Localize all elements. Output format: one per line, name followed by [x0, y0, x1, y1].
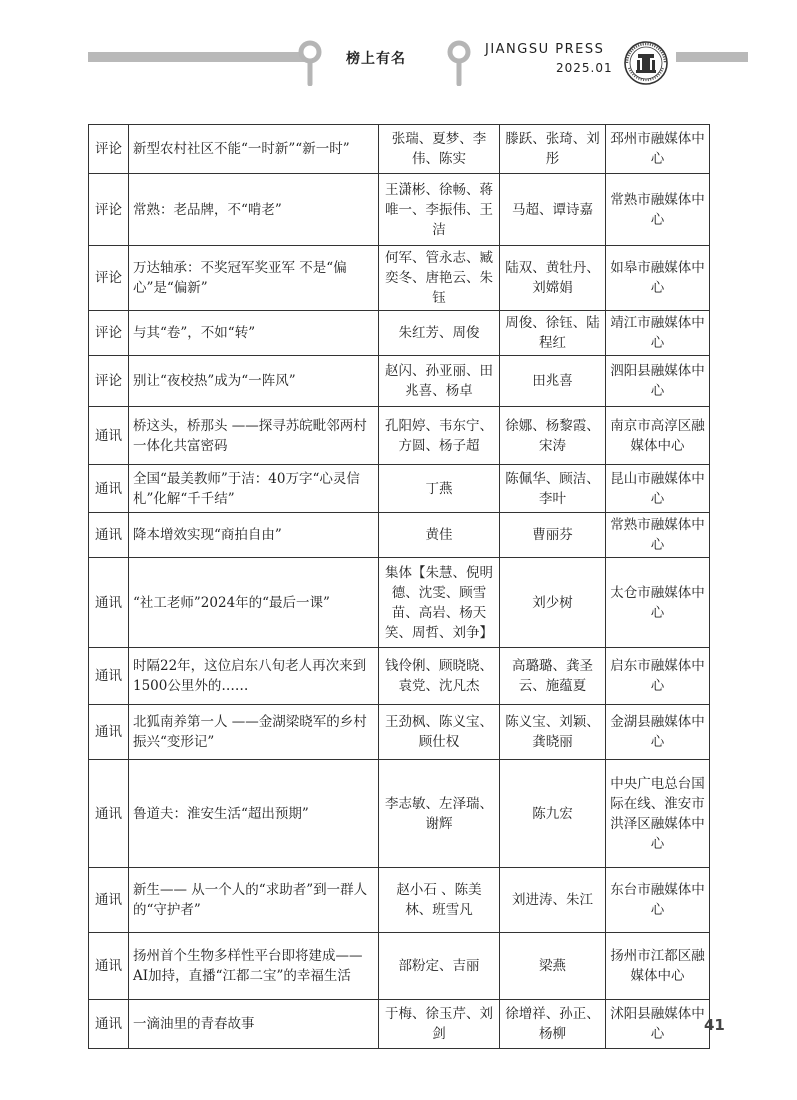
table-row	[89, 513, 710, 558]
entry-title: 别让“夜校热”成为“一阵风”	[129, 356, 379, 407]
entry-title: 桥这头，桥那头 ——探寻苏皖毗邻两村一体化共富密码	[129, 407, 379, 465]
magazine-brand: JIANGSU PRESS	[485, 42, 605, 57]
award-list-table	[88, 124, 710, 1049]
entry-type: 通讯	[89, 558, 129, 648]
entry-type: 通讯	[89, 760, 129, 868]
entry-type: 通讯	[89, 513, 129, 558]
entry-unit: 太仓市融媒体中心	[606, 558, 710, 648]
entry-unit: 常熟市融媒体中心	[606, 174, 710, 246]
entry-type: 通讯	[89, 1000, 129, 1049]
entry-type: 通讯	[89, 868, 129, 933]
entry-authors: 张瑞、夏梦、李伟、陈实	[379, 125, 500, 174]
entry-title: “社工老师”2024年的“最后一课”	[129, 558, 379, 648]
entry-authors: 何军、管永志、臧奕冬、唐艳云、朱钰	[379, 246, 500, 311]
table-row	[89, 311, 710, 356]
table-row	[89, 648, 710, 705]
entry-title: 与其“卷”，不如“转”	[129, 311, 379, 356]
entry-editors: 滕跃、张琦、刘彤	[500, 125, 606, 174]
table-row	[89, 1000, 710, 1049]
entry-unit: 启东市融媒体中心	[606, 648, 710, 705]
entry-title: 全国“最美教师”于洁：40万字“心灵信札”化解“千千结”	[129, 465, 379, 513]
entry-editors: 陈九宏	[500, 760, 606, 868]
entry-editors: 刘进涛、朱江	[500, 868, 606, 933]
entry-editors: 曹丽芬	[500, 513, 606, 558]
table-row	[89, 465, 710, 513]
entry-unit: 邳州市融媒体中心	[606, 125, 710, 174]
entry-unit: 金湖县融媒体中心	[606, 705, 710, 760]
entry-editors: 刘少树	[500, 558, 606, 648]
entry-authors: 赵闪、孙亚丽、田兆喜、杨卓	[379, 356, 500, 407]
entry-unit: 南京市高淳区融媒体中心	[606, 407, 710, 465]
pin-icon	[297, 40, 323, 86]
entry-type: 通讯	[89, 933, 129, 1000]
entry-editors: 田兆喜	[500, 356, 606, 407]
entry-type: 通讯	[89, 465, 129, 513]
entry-title: 扬州首个生物多样性平台即将建成——AI加持，直播“江都二宝”的幸福生活	[129, 933, 379, 1000]
table-row	[89, 760, 710, 868]
table-row	[89, 174, 710, 246]
entry-authors: 朱红芳、周俊	[379, 311, 500, 356]
entry-type: 通讯	[89, 705, 129, 760]
entry-authors: 孔阳婷、韦东宁、方圆、杨子超	[379, 407, 500, 465]
entry-unit: 常熟市融媒体中心	[606, 513, 710, 558]
table-row	[89, 933, 710, 1000]
table-row	[89, 125, 710, 174]
entry-editors: 徐增祥、孙正、杨柳	[500, 1000, 606, 1049]
entry-title: 北狐南养第一人 ——金湖梁晓军的乡村振兴“变形记”	[129, 705, 379, 760]
entry-title: 万达轴承：不奖冠军奖亚军 不是“偏心”是“偏新”	[129, 246, 379, 311]
entry-title: 一滴油里的青春故事	[129, 1000, 379, 1049]
entry-editors: 梁燕	[500, 933, 606, 1000]
entry-unit: 东台市融媒体中心	[606, 868, 710, 933]
entry-type: 通讯	[89, 648, 129, 705]
entry-title: 常熟：老品牌，不“啃老”	[129, 174, 379, 246]
table-row	[89, 705, 710, 760]
table-row	[89, 558, 710, 648]
entry-type: 评论	[89, 174, 129, 246]
entry-editors: 陈佩华、顾洁、李叶	[500, 465, 606, 513]
entry-authors: 钱伶俐、顾晓晓、袁党、沈凡杰	[379, 648, 500, 705]
entry-authors: 赵小石 、陈美林、班雪凡	[379, 868, 500, 933]
pin-icon	[446, 40, 472, 86]
entry-editors: 周俊、徐钰、陆程红	[500, 311, 606, 356]
entry-editors: 马超、谭诗嘉	[500, 174, 606, 246]
entry-authors: 黄佳	[379, 513, 500, 558]
entry-authors: 王潇彬、徐畅、蒋唯一、李振伟、王洁	[379, 174, 500, 246]
table-row	[89, 407, 710, 465]
entry-type: 通讯	[89, 407, 129, 465]
entry-unit: 泗阳县融媒体中心	[606, 356, 710, 407]
entry-editors: 高璐璐、龚圣云、施蕴夏	[500, 648, 606, 705]
entry-unit: 沭阳县融媒体中心	[606, 1000, 710, 1049]
entry-unit: 如皋市融媒体中心	[606, 246, 710, 311]
header-rule-right	[676, 52, 748, 62]
entry-title: 降本增效实现“商拍自由”	[129, 513, 379, 558]
entry-type: 评论	[89, 356, 129, 407]
entry-unit: 靖江市融媒体中心	[606, 311, 710, 356]
magazine-seal-logo	[623, 40, 669, 86]
entry-type: 评论	[89, 311, 129, 356]
entry-unit: 中央广电总台国际在线、淮安市洪泽区融媒体中心	[606, 760, 710, 868]
entry-editors: 陈义宝、刘颖、龚晓丽	[500, 705, 606, 760]
entry-title: 新型农村社区不能“一时新”“新一时”	[129, 125, 379, 174]
entry-title: 鲁道夫：淮安生活“超出预期”	[129, 760, 379, 868]
entry-type: 评论	[89, 125, 129, 174]
entry-unit: 昆山市融媒体中心	[606, 465, 710, 513]
entry-authors: 王劲枫、陈义宝、顾仕权	[379, 705, 500, 760]
entry-authors: 丁燕	[379, 465, 500, 513]
entry-authors: 于梅、徐玉芹、刘剑	[379, 1000, 500, 1049]
entry-authors: 部粉定、吉丽	[379, 933, 500, 1000]
entry-type: 评论	[89, 246, 129, 311]
table-row	[89, 246, 710, 311]
entry-editors: 陆双、黄牡丹、刘嫦娟	[500, 246, 606, 311]
table-row	[89, 356, 710, 407]
entry-authors: 李志敏、左泽瑞、谢辉	[379, 760, 500, 868]
header-rule-left	[88, 52, 310, 62]
section-title: 榜上有名	[346, 51, 406, 67]
issue-date: 2025.01	[556, 61, 613, 75]
page-number: 41	[704, 1016, 725, 1034]
entry-editors: 徐娜、杨黎霞、宋涛	[500, 407, 606, 465]
entry-unit: 扬州市江都区融媒体中心	[606, 933, 710, 1000]
entry-authors: 集体【朱慧、倪明德、沈雯、顾雪苗、高岩、杨天笑、周哲、刘争】	[379, 558, 500, 648]
entry-title: 新生—— 从一个人的“求助者”到一群人的“守护者”	[129, 868, 379, 933]
table-row	[89, 868, 710, 933]
entry-title: 时隔22年，这位启东八旬老人再次来到1500公里外的……	[129, 648, 379, 705]
